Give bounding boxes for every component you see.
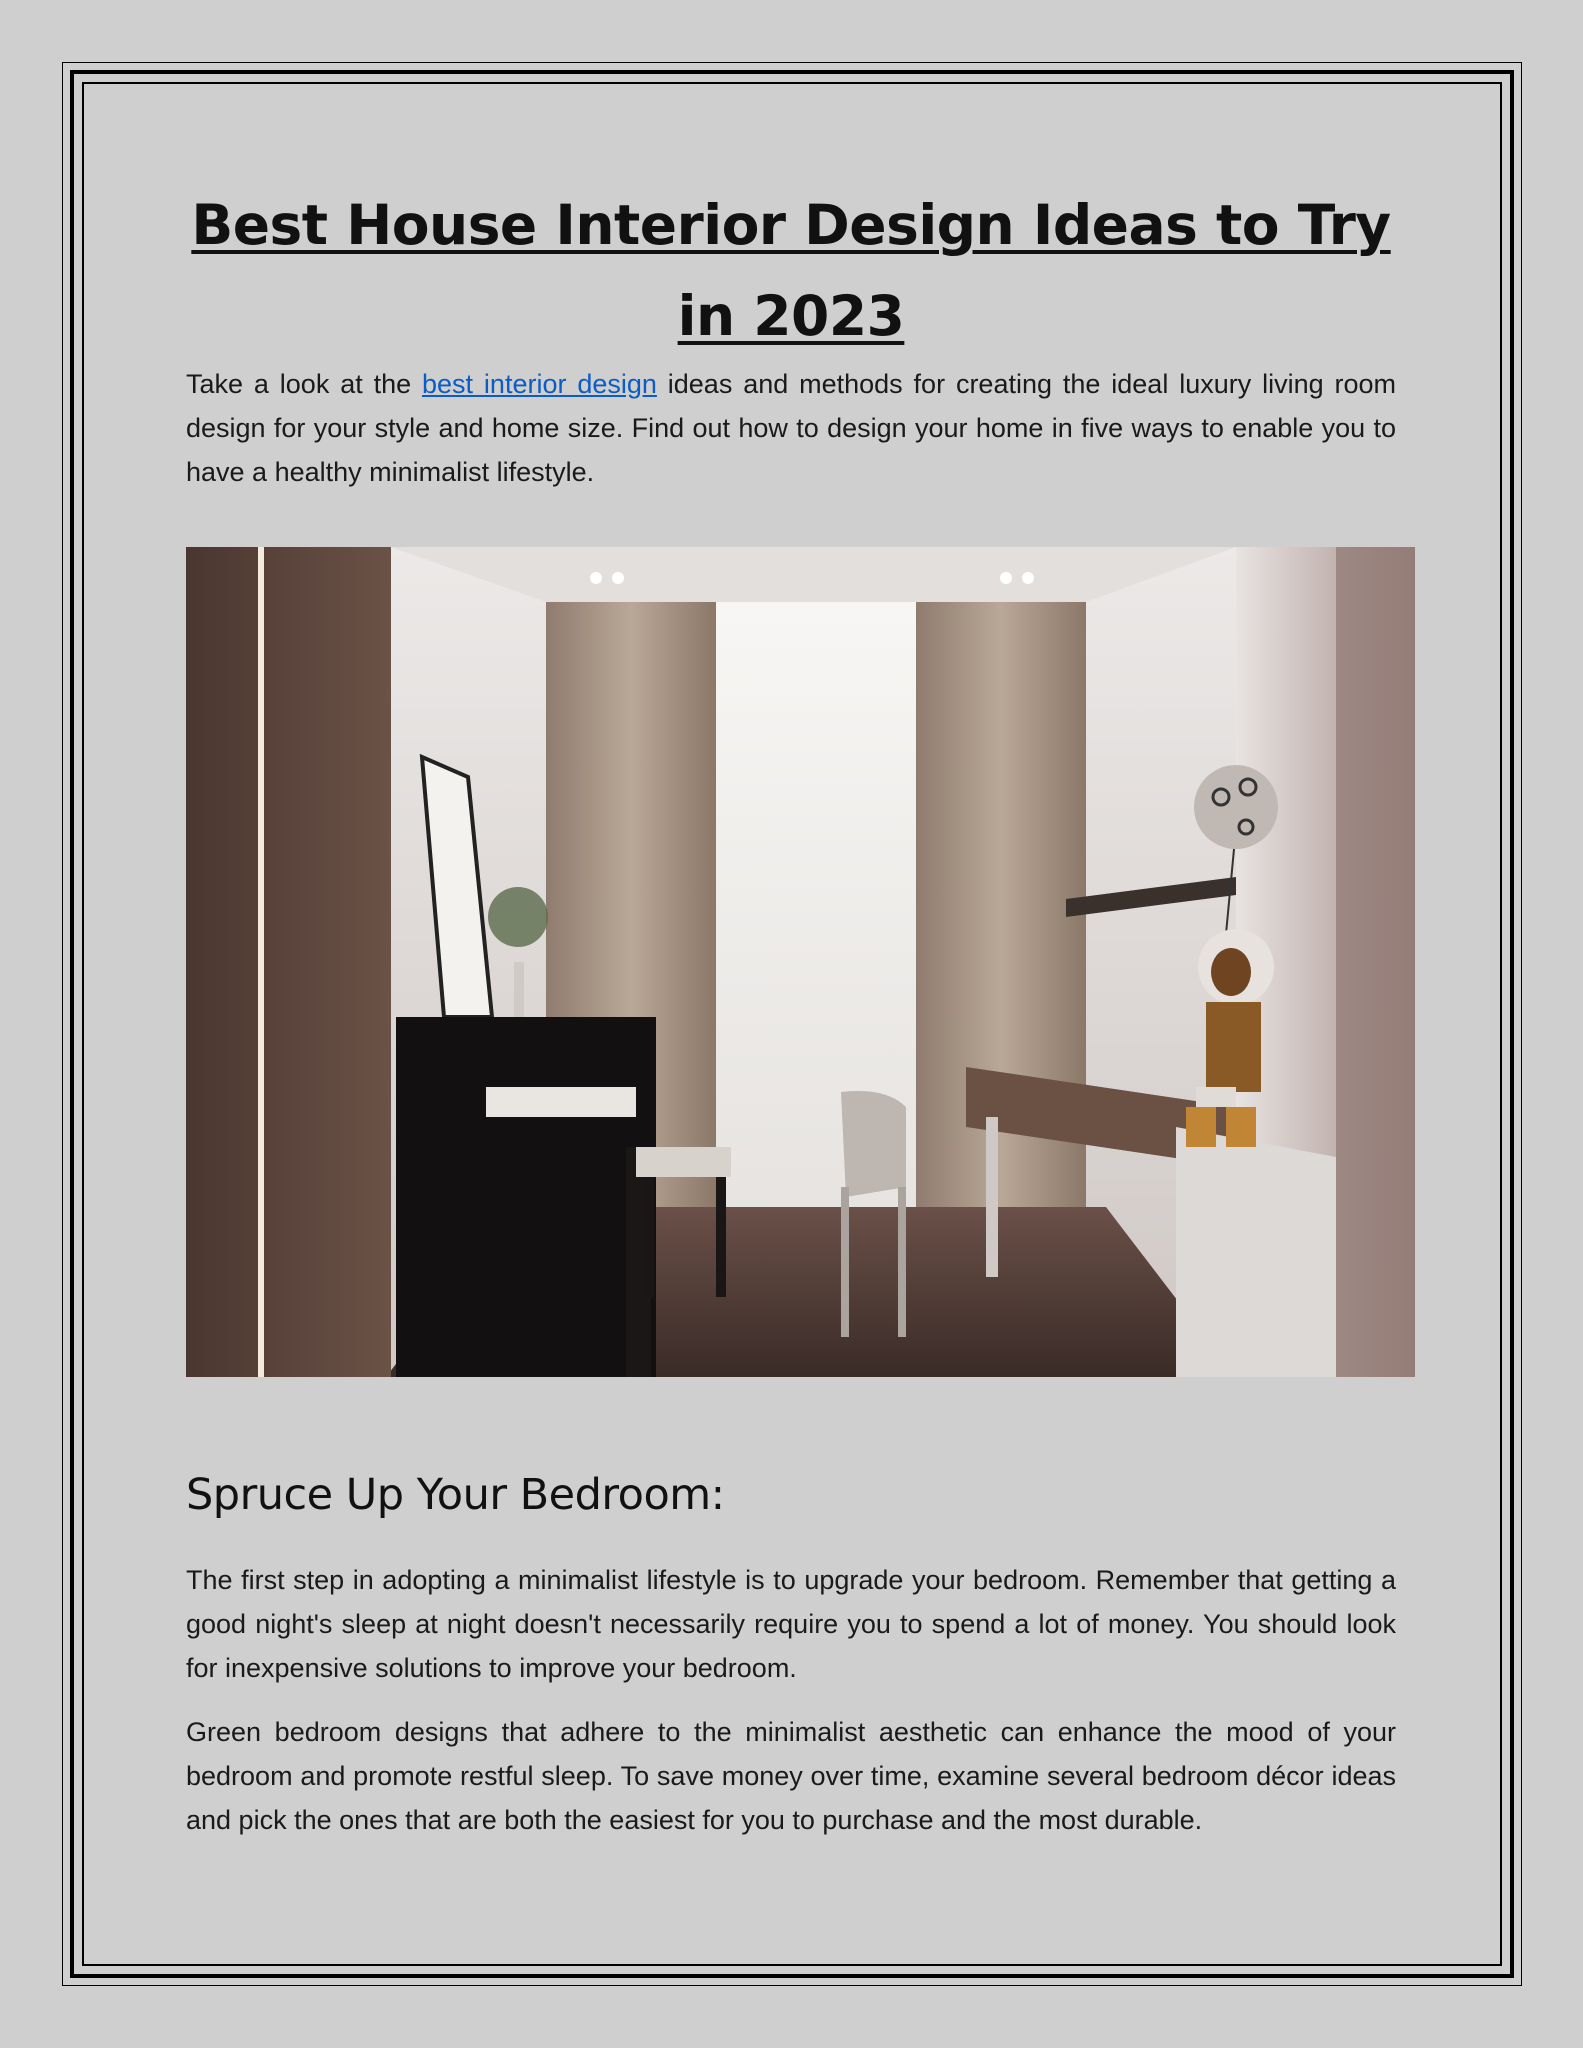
interior-room-illustration <box>186 547 1415 1377</box>
intro-paragraph <box>186 362 1396 494</box>
intro-text-start: Take a look at the <box>186 369 423 399</box>
intro-text-end: ideas and methods for creating the ideal luxury living room design for your style and home size. Find out how to design your home in five ways to enable you to have a healthy minimalist lifestyle. <box>186 369 1397 487</box>
section-paragraph-1: The first step in adopting a minimalist lifestyle is to upgrade your bedroom. Remember that getting a good night's sleep at night doesn't necessarily require you to spend a lot of money. You should look for inexpensive solutions to improve your bedroom. <box>186 1565 1396 1683</box>
section-paragraph-2: Green bedroom designs that adhere to the minimalist aesthetic can enhance the mood of your bedroom and promote restful sleep. To save money over time, examine several bedroom décor ideas and pick the ones that are both the easiest for you to purchase and the most durable. <box>186 1717 1396 1835</box>
best-interior-design-link[interactable]: best interior design <box>422 369 657 399</box>
document-content <box>186 180 1396 494</box>
section-heading: Spruce Up Your Bedroom: <box>186 1470 725 1520</box>
interior-room-image <box>186 547 1415 1377</box>
page-title: Best House Interior Design Ideas to Try in 2023 <box>191 193 1391 348</box>
